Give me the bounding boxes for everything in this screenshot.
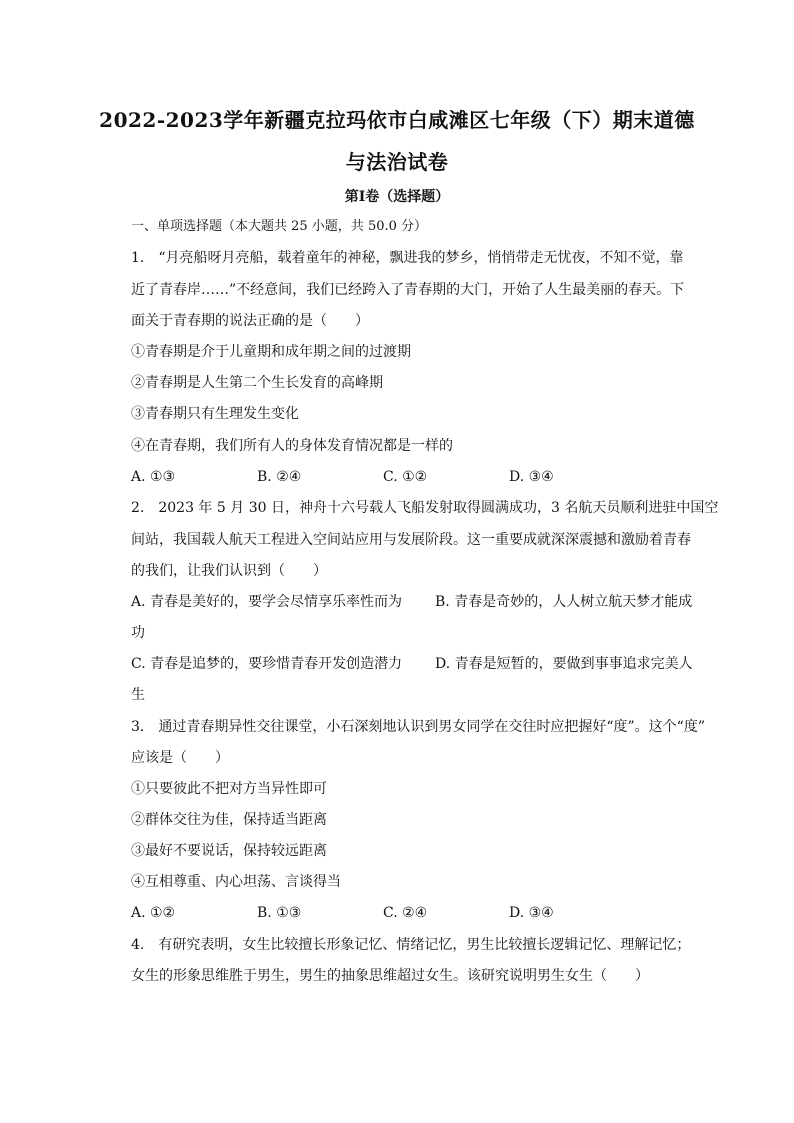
q2-option-d: D. 青春是短暂的，要做到事事追求完美人 bbox=[435, 656, 693, 672]
q3-statement-2: ②群体交往为佳，保持适当距离 bbox=[131, 812, 327, 828]
q3-statement-4: ④互相尊重、内心坦荡、言谈得当 bbox=[131, 874, 341, 890]
q1-statement-1: ①青春期是介于儿童期和成年期之间的过渡期 bbox=[131, 344, 411, 360]
q3-stem-line2: 应该是（ ） bbox=[131, 750, 229, 766]
q1-stem-line1: 1. “月亮船呀月亮船，载着童年的神秘，飘进我的梦乡，悄悄带走无忧夜，不知不觉，靠 bbox=[131, 250, 684, 266]
q2-stem-line2: 间站，我国载人航天工程进入空间站应用与发展阶段。这一重要成就深深震撼和激励着青春 bbox=[131, 532, 691, 548]
q1-stem-line3: 面关于青春期的说法正确的是（ ） bbox=[131, 313, 369, 329]
q3-statement-1: ①只要彼此不把对方当异性即可 bbox=[131, 781, 327, 797]
part-heading: 第I卷（选择题） bbox=[344, 189, 450, 205]
q3-stem-line1: 3. 通过青春期异性交往课堂，小石深刻地认识到男女同学在交往时应把握好“度”。这个“度” bbox=[131, 719, 705, 735]
q1-option-b: B. ②④ bbox=[257, 469, 302, 485]
q2-option-c: C. 青春是追梦的，要珍惜青春开发创造潜力 bbox=[131, 656, 403, 672]
q3-option-d: D. ③④ bbox=[509, 905, 554, 921]
q2-stem-line3: 的我们，让我们认识到（ ） bbox=[131, 563, 327, 579]
q1-statement-3: ③青春期只有生理发生变化 bbox=[131, 406, 299, 422]
q1-statement-2: ②青春期是人生第二个生长发育的高峰期 bbox=[131, 375, 383, 391]
q3-option-b: B. ①③ bbox=[257, 905, 302, 921]
q2-option-d-wrap: 生 bbox=[131, 687, 145, 703]
q1-option-c: C. ①② bbox=[383, 469, 428, 485]
q3-option-a: A. ①② bbox=[131, 905, 176, 921]
q4-stem-line2: 女生的形象思维胜于男生，男生的抽象思维超过女生。该研究说明男生女生（ ） bbox=[131, 968, 649, 984]
q1-option-d: D. ③④ bbox=[509, 469, 554, 485]
q1-statement-4: ④在青春期，我们所有人的身体发育情况都是一样的 bbox=[131, 438, 453, 454]
q2-option-b-wrap: 功 bbox=[131, 625, 145, 641]
section-heading: 一、单项选择题（本大题共 25 小题，共 50.0 分） bbox=[131, 219, 428, 234]
q2-option-b: B. 青春是奇妙的，人人树立航天梦才能成 bbox=[435, 594, 693, 610]
q3-option-c: C. ②④ bbox=[383, 905, 428, 921]
exam-title-line2: 与法治试卷 bbox=[345, 150, 449, 174]
q1-option-a: A. ①③ bbox=[131, 469, 176, 485]
q2-stem-line1: 2. 2023 年 5 月 30 日，神舟十六号载人飞船发射取得圆满成功，3 名航天员顺利进驻中国空 bbox=[131, 500, 719, 516]
q1-stem-line2: 近了青春岸……”不经意间，我们已经跨入了青春期的大门，开始了人生最美丽的春天。下 bbox=[131, 282, 685, 298]
exam-title-line1: 2022-2023学年新疆克拉玛依市白咸滩区七年级（下）期末道德 bbox=[99, 108, 695, 132]
q3-statement-3: ③最好不要说话，保持较远距离 bbox=[131, 843, 327, 859]
q2-option-a: A. 青春是美好的，要学会尽情享乐率性而为 bbox=[131, 594, 403, 610]
q4-stem-line1: 4. 有研究表明，女生比较擅长形象记忆、情绪记忆，男生比较擅长逻辑记忆、理解记忆； bbox=[131, 937, 691, 953]
